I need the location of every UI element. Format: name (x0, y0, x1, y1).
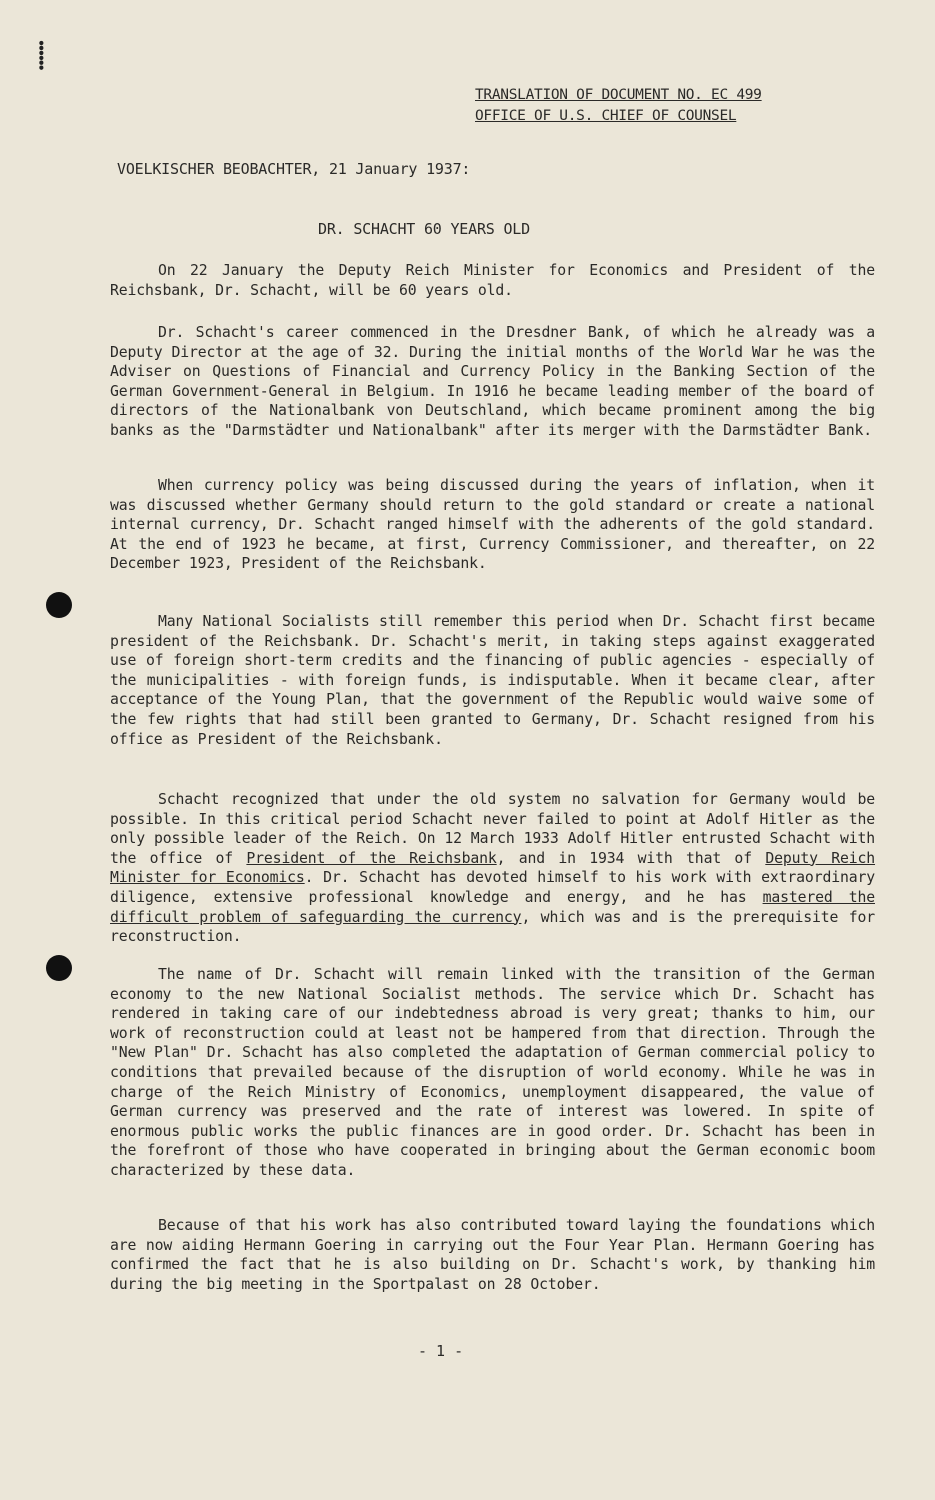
paragraph-5-text: , and in 1934 with that of (496, 849, 766, 867)
paragraph-5 (110, 790, 875, 947)
header-office-line: OFFICE OF U.S. CHIEF OF COUNSEL (475, 108, 737, 124)
paragraph-3: When currency policy was being discussed during the years of inflation, when it was discussed whether Germany should return to the gold standard or create a national internal currency, Dr. Schacht ranged himself with the adherents of the gold standard. At the end of 1923 he became, at first, Currency Commissioner, and thereafter, on 22 December 1923, President of the Reichsbank. (110, 477, 875, 573)
paragraph-7: Because of that his work has also contributed toward laying the foundations which are now aiding Hermann Goering in carrying out the Four Year Plan. Hermann Goering has confirmed the fact that he is also building on Dr. Schacht's work, by thanking him during the big meeting in the Sportpalast on 28 October. (110, 1217, 875, 1293)
paragraph-5-text: , which was and is the prerequisite for reconstruction. (110, 908, 876, 946)
underlined-office-minister: Deputy Reich Minister for Economics (110, 849, 876, 887)
punch-hole-icon (46, 955, 72, 981)
header-translation-line: TRANSLATION OF DOCUMENT NO. EC 499 (475, 87, 762, 103)
paragraph-4: Many National Socialists still remember this period when Dr. Schacht first became president of the Reichsbank. Dr. Schacht's merit, in taking steps against exaggerated use of foreign short-term credits and the financing of public agencies - especially of the municipalities - with foreign funds, is indisputable. When it became clear, after acceptance of the Young Plan, that the government of the Republic would waive some of the few rights that had still been granted to Germany, Dr. Schacht resigned from his office as President of the Reichsbank. (110, 613, 875, 748)
underlined-currency-phrase: mastered the difficult problem of safeguarding the currency (110, 888, 875, 926)
paragraph-5-text: . Dr. Schacht has devoted himself to his work with extraordinary diligence, extensive professional knowledge and energy, and he has (110, 869, 876, 906)
corner-mark-icon: ⸽ (38, 41, 45, 71)
punch-hole-icon (46, 592, 72, 618)
paragraph-6: The name of Dr. Schacht will remain linked with the transition of the German economy to the new National Socialist methods. The service which Dr. Schacht has rendered in taking care of our indebtedness abroad is very great; thanks to him, our work of reconstruction could at least not be hampered from that direction. Through the "New Plan" Dr. Schacht has also completed the adaptation of German commercial policy to conditions that prevailed because of the disruption of world economy. While he was in charge of the Reich Ministry of Economics, unemployment disappeared, the value of German currency was preserved and the rate of interest was lowered. In spite of enormous public works the public finances are in good order. Dr. Schacht has been in the forefront of those who have cooperated in bringing about the German economic boom characterized by these data. (110, 966, 875, 1179)
article-title: DR. SCHACHT 60 YEARS OLD (318, 220, 530, 238)
paragraph-2: Dr. Schacht's career commenced in the Dresdner Bank, of which he already was a Deputy Director at the age of 32. During the initial months of the World War he was the Adviser on Questions of Financial and Currency Policy in the Banking Section of the German Government-General in Belgium. In 1916 he became leading member of the board of directors of the Nationalbank von Deutschland, which became prominent among the big banks as the "Darmstädter und Nationalbank" after its merger with the Darmstädter Bank. (110, 324, 875, 439)
page-number: - 1 - (418, 1342, 464, 1360)
source-line: VOELKISCHER BEOBACHTER, 21 January 1937: (117, 160, 471, 178)
underlined-office-president: President of the Reichsbank (246, 849, 497, 867)
paragraph-5-text: Schacht recognized that under the old system no salvation for Germany would be possible. In this critical period Schacht never failed to point at Adolf Hitler as the only possible leader of the Reich. On 12 March 1933 Adolf Hitler entrusted Schacht with the office of (110, 791, 875, 867)
document-header (475, 85, 835, 127)
paragraph-1: On 22 January the Deputy Reich Minister for Economics and President of the Reichsbank, Dr. Schacht, will be 60 years old. (110, 262, 875, 299)
